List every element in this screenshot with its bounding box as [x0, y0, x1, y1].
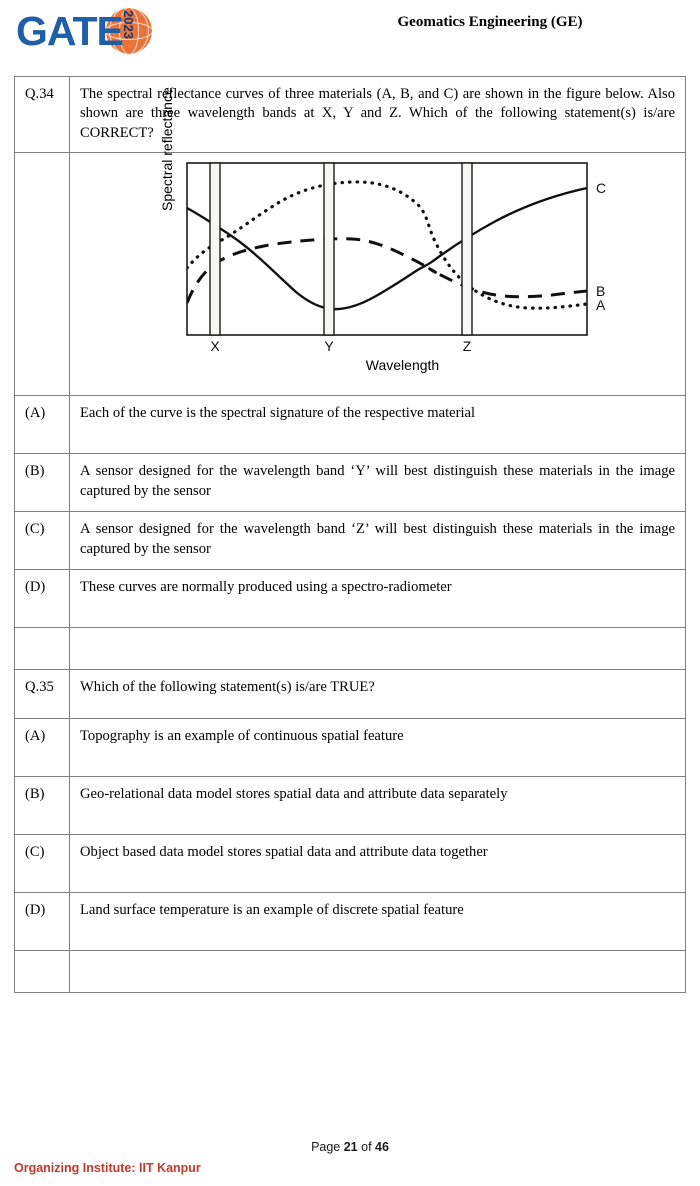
option-text-q35-b[interactable]: Geo-relational data model stores spatial data and attribute data separately — [70, 777, 686, 835]
band-Z — [462, 163, 472, 335]
question-number-q35: Q.35 — [15, 670, 70, 719]
chart-xlabel: Wavelength — [365, 357, 440, 374]
band-label-X: X — [210, 338, 220, 355]
question-text-q35: Which of the following statement(s) is/are TRUE? — [70, 670, 686, 719]
question-text-q34: The spectral reflectance curves of three materials (A, B, and C) are shown in the figure below. Also shown are three wavelength bands at X, Y and Z. Which of the following statement(s) is/are CORRECT? — [70, 77, 686, 153]
band-X — [210, 163, 220, 335]
question-table — [14, 76, 686, 993]
spacer-cell-right-1 — [70, 628, 686, 670]
table-row-q35-option-c — [15, 835, 686, 893]
gate-logo — [16, 6, 181, 56]
table-row-q34-stem — [15, 77, 686, 153]
spacer-cell-left-1 — [15, 628, 70, 670]
spacer-cell-right-2 — [70, 951, 686, 993]
footer-page-number — [0, 1140, 700, 1154]
option-label-q34-d: (D) — [15, 570, 70, 628]
page-header — [0, 0, 700, 68]
option-label-q34-c: (C) — [15, 512, 70, 570]
table-row-q35-option-d — [15, 893, 686, 951]
option-text-q34-d[interactable]: These curves are normally produced using a spectro-radiometer — [70, 570, 686, 628]
figure-row-label — [15, 153, 70, 396]
option-label-q35-d: (D) — [15, 893, 70, 951]
table-row-q34-option-b — [15, 454, 686, 512]
option-label-q34-a: (A) — [15, 396, 70, 454]
chart-series-group — [187, 182, 587, 309]
option-text-q35-a[interactable]: Topography is an example of continuous spatial feature — [70, 719, 686, 777]
option-text-q35-d[interactable]: Land surface temperature is an example of discrete spatial feature — [70, 893, 686, 951]
footer-page-prefix: Page — [311, 1140, 344, 1154]
table-row-q34-option-d — [15, 570, 686, 628]
logo-wordmark: GATE — [16, 8, 123, 54]
option-text-q34-c[interactable]: A sensor designed for the wavelength band ‘Z’ will best distinguish these materials in the image captured by the sensor — [70, 512, 686, 570]
chart-plot-area — [70, 153, 678, 395]
logo-year-text: 2023 — [121, 10, 136, 39]
option-label-q35-a: (A) — [15, 719, 70, 777]
table-row-spacer-2 — [15, 951, 686, 993]
question-number-q34: Q.34 — [15, 77, 70, 153]
page-title: Geomatics Engineering (GE) — [397, 14, 583, 30]
table-row-q35-option-b — [15, 777, 686, 835]
footer-page-current: 21 — [343, 1140, 358, 1154]
series-label-B: B — [596, 283, 606, 300]
footer-page-middle: of — [357, 1140, 376, 1154]
table-row-q34-figure — [15, 153, 686, 396]
option-label-q35-c: (C) — [15, 835, 70, 893]
chart-ylabel: Spectral reflectance — [159, 87, 175, 212]
band-label-Y: Y — [324, 338, 334, 355]
table-row-spacer-1 — [15, 628, 686, 670]
table-row-q35-stem — [15, 670, 686, 719]
option-text-q34-b[interactable]: A sensor designed for the wavelength band ‘Y’ will best distinguish these materials in the image captured by the sensor — [70, 454, 686, 512]
option-label-q34-b: (B) — [15, 454, 70, 512]
option-text-q34-a[interactable]: Each of the curve is the spectral signature of the respective material — [70, 396, 686, 454]
band-label-Z: Z — [462, 338, 472, 355]
curve-C-solid — [187, 188, 587, 309]
series-label-C: C — [596, 180, 607, 197]
band-Y — [324, 163, 334, 335]
option-label-q35-b: (B) — [15, 777, 70, 835]
spacer-cell-left-2 — [15, 951, 70, 993]
footer-organizing-institute: Organizing Institute: IIT Kanpur — [14, 1161, 201, 1175]
footer-page-total: 46 — [375, 1140, 389, 1154]
series-label-A: A — [596, 297, 606, 314]
table-row-q35-option-a — [15, 719, 686, 777]
table-row-q34-option-a — [15, 396, 686, 454]
option-text-q35-c[interactable]: Object based data model stores spatial data and attribute data together — [70, 835, 686, 893]
table-row-q34-option-c — [15, 512, 686, 570]
